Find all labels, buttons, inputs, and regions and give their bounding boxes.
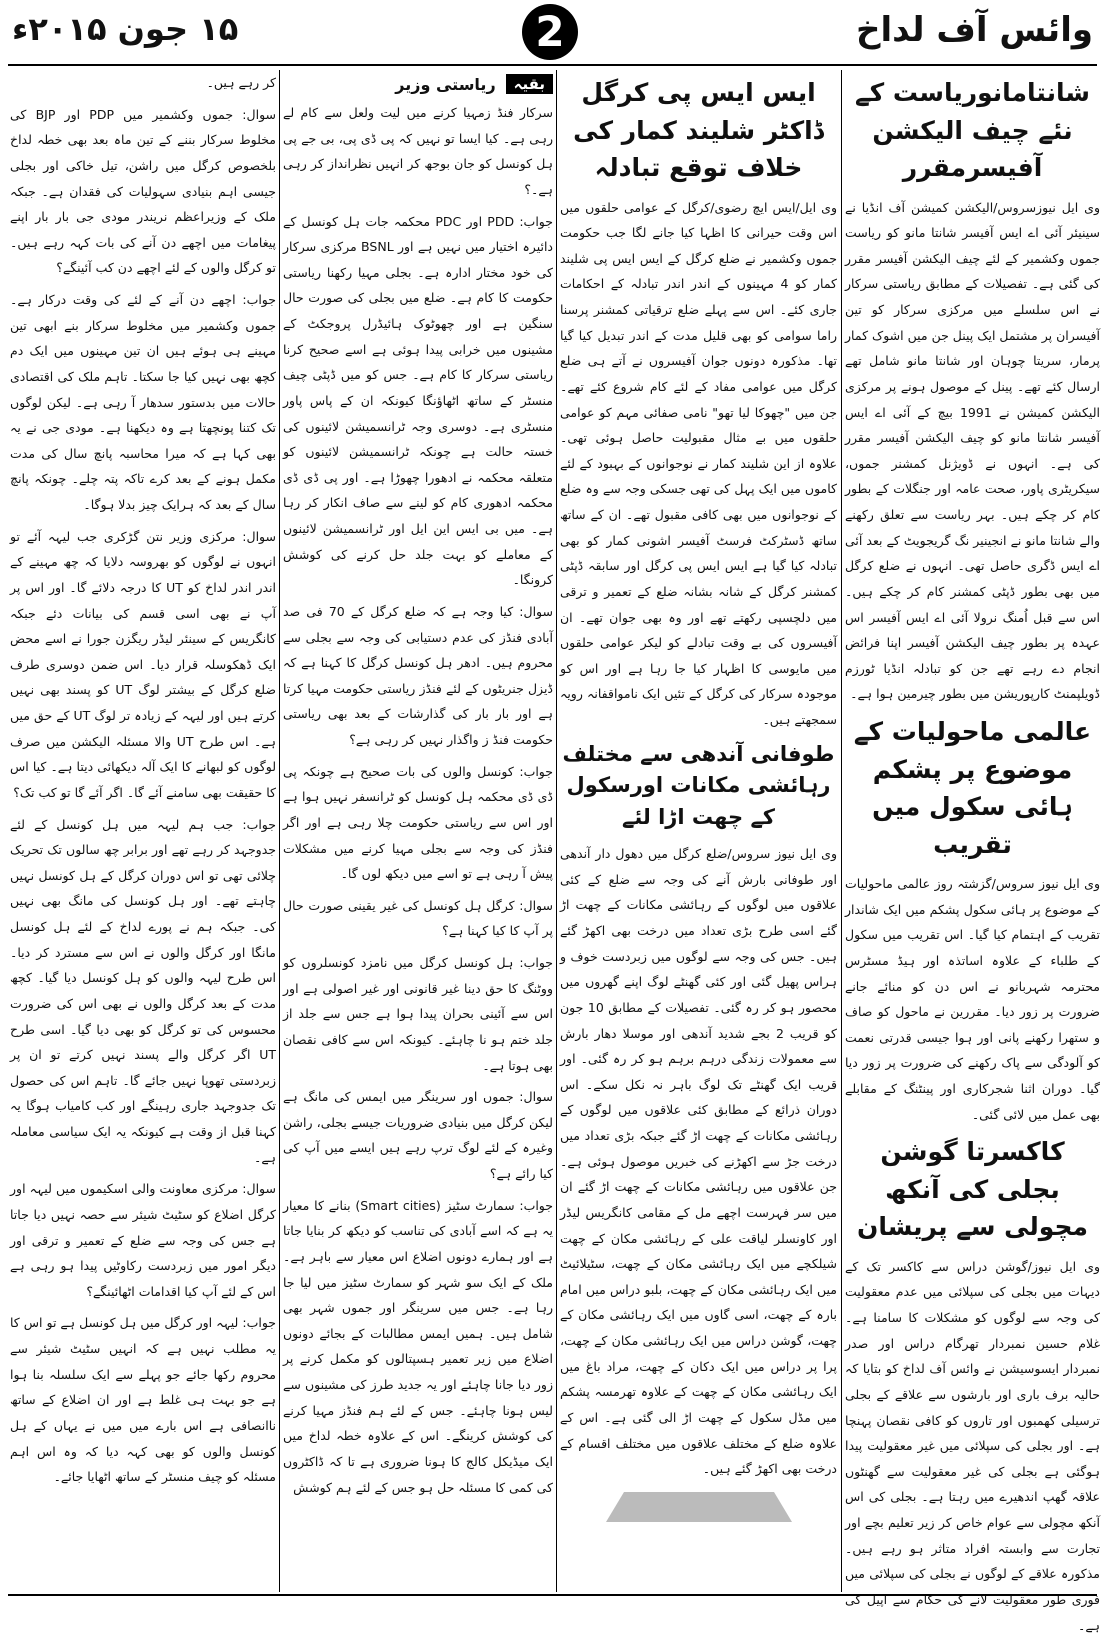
column-3 — [283, 70, 553, 1592]
interview-paragraph: سوال: جموں وکشمیر میں PDP اور BJP کی مخلوط سرکار بننے کے تین ماہ بعد بھی خطہ لداخ بلخصوص کرگل میں راشن، تیل خاکی اور بجلی جیسی اہم بنیادی سہولیات کی فقدان ہے۔ جبکہ ملک کے وزیراعظم نریندر مودی جی بار بار اپنے پیغامات میں اچھے دن آنے کی بات کہہ رہے ہیں۔ تو کرگل والوں کے لئے اچھے دن کب آئینگے؟ — [10, 106, 277, 276]
column-divider — [556, 70, 557, 1592]
column-1 — [845, 70, 1100, 1633]
interview-paragraph: کر رہے ہیں۔ — [206, 75, 276, 90]
article-environment-day: وی ایل نیوز سروس/گزشتہ روز عالمی ماحولیات کے موضوع پر ہائی سکول پشکم میں ایک شاندار تقریب کے اہتمام کیا گیا۔ اس تقریب میں سکول کے طلباء کے علاوہ اساتذہ اور ہیڈ مسٹرس محترمہ شہربانو نے اس دن کو منائے جانے ضرورت پر زور دیا۔ مقررین نے ماحول کو صاف و ستھرا رکھنے پانی اور ہوا جیسی قدرتی نعمت کو آلودگی سے پاک رکھنے کی ضرورت پر زور دیا گیا۔ دوران اثنا شجرکاری اور پینٹنگ کے مقابلے بھی عمل میں لائی گئی۔ — [845, 876, 1100, 1122]
interview-paragraph: جواب: PDD اور PDC محکمہ جات ہل کونسل کے دائیرہ اختیار میں نہیں ہے اور BSNL مرکزی سرکار کی خود مختار ادارہ ہے۔ بجلی مہیا رکھنا ریاستی حکومت کا کام ہے۔ ضلع میں بجلی کی صورت حال سنگین ہے اور چھوٹوک ہائیڈرل پروجکٹ کے مشینوں میں خرابی پیدا ہوئی ہے اسے صحیح کرنا ریاستی سرکار کا کام ہے۔ جس کو میں ڈپٹی چیف منسٹر کے ساتھ اٹھاؤنگا کیونکہ ان کے پاس پاور منسٹری ہے۔ دوسری وجہ ٹرانسمیشن لائینوں کی خستہ حالت ہے چونکہ ٹرانسمیشن لائینوں کو متعلقہ محکمہ نے ادھورا چھوڑا ہے۔ اور پی ڈی ڈی محکمہ ادھوری کام کو لینے سے صاف انکار کر رہا ہے۔ میں بی ایس این ایل اور ٹرانسمیشن لائینوں کے معاملے کو بہت جلد حل کرنے کی کوشش کرونگا۔ — [283, 213, 553, 588]
newspaper-title: وائس آف لداخ — [855, 10, 1093, 50]
bottom-rule — [8, 1594, 1097, 1596]
interview-paragraph: جواب: سمارٹ سٹیز (Smart cities) بنانے کا معیار یہ ہے کہ اسے آبادی کی تناسب کو دیکھ کر بنایا جاتا ہے اور ہمارے دونوں اضلاع اس معیار سے باہر ہے۔ ملک کے ایک سو شہر کو سمارٹ سٹیز میں لیا جا رہا ہے۔ جس میں سرینگر اور جموں شہر بھی شامل ہیں۔ ہمیں ایمس مطالبات کے بجائے دونوں اضلاع میں زیر تعمیر ہسپتالوں کو مکمل کرنے پر زور دیا جانا چاہئے اور یہ جدید طرز کی مشینوں سے لیس ہونا چاہئے۔ جس کے لئے ہم فنڈز مہیا کرنے کی کوشش کرینگے۔ اس کے علاوہ خطہ لداخ میں ایک میڈیکل کالج کا ہونا ضروری ہے تا کہ ڈاکٹروں کی کمی کا مسئلہ حل ہو جس کے لئے ہم کوشش — [283, 1197, 553, 1495]
interview-paragraph: جواب: ہل کونسل کرگل میں نامزد کونسلروں کو ووٹنگ کا حق دینا غیر قانونی اور غیر اصولی ہے اور اس سے آئینی بحران پیدا ہوا ہے جس سے جلد از جلد ختم ہو نا چاہئے۔ کیونکہ اس سے کافی نقصان بھی ہوتا ہے۔ — [283, 955, 553, 1073]
continued-title: ریاستی وزیر — [395, 74, 496, 94]
masthead — [0, 0, 1105, 64]
interview-paragraph: سرکار فنڈ زمہیا کرنے میں لیت ولعل سے کام لے رہی ہے۔ کیا ایسا تو نہیں کہ پی ڈی پی، بی جے پی ہل کونسل کو جان بوجھ کر انہیں نظرانداز کر رہی ہے۔؟ — [283, 105, 553, 197]
page-number: 2 — [522, 4, 578, 60]
masthead-rule — [8, 64, 1097, 66]
headline-power-supply: کاکسرتا گوشن بجلی کی آنکھ مچولی سے پریشان — [857, 1137, 1088, 1242]
interview-paragraph: سوال: کیا وجہ ہے کہ ضلع کرگل کے 70 فی صد آبادی فنڈز کی عدم دستیابی کی وجہ سے بجلی سے محروم ہیں۔ ادھر ہل کونسل کرگل کا کہنا ہے کہ ڈیزل جنریٹوں کے لئے فنڈز ریاستی حکومت مہیا کرتا ہے اور بار بار کی گذارشات کے بعد بھی ریاستی حکومت فنڈ ز واگذار نہیں کر رہی ہے؟ — [283, 603, 553, 747]
article-storm-damage: وی ایل نیوز سروس/ضلع کرگل میں دھول دار آندھی اور طوفانی بارش آنے کی وجہ سے ضلع کے کئی علاقوں میں لوگوں کے رہائشی مکانات کے چھت اڑ گئے اسی طرح بڑی تعداد میں درخت بھی اکھڑ گئے ہیں۔ جس کی وجہ سے لوگوں میں زبردست خوف و ہراس پھیل گئی اور کئی گھنٹے لوگ اپنے گھروں میں محصور ہو کر رہ گئی۔ تفصیلات کے مطابق 10 جون کو قریب 2 بجے شدید آندھی اور موسلا دھار بارش سے معمولات زندگی درہم برہم ہو کر رہ گئی۔ اور قریب ایک گھنٹے تک لوگ باہر نہ نکل سکے۔ اس دوران ذرائع کے مطابق کئی علاقوں میں لوگوں کے رہائشی مکانات کے چھت اڑ گئے جبکہ بڑی تعداد میں درخت جڑ سے اکھڑنے کی خبریں موصول ہوئی ہے۔ جن علاقوں میں رہائشی مکانات کے چھت اڑ گئے ان میں سر فہرست اچھے مل کے مقامی کانگریس لیڈر اور کاونسلر لیاقت علی کے رہائشی مکان کے چھت شیلکچے میں ایک رہائشی مکان کے چھت، سٹیلائیٹ میں ایک رہائشی مکان کے چھت، بلبو دراس میں امام بارہ کے چھت، اسی گاوں میں ایک رہائشی مکان کے چھت، گوشن دراس میں ایک رہائشی مکان کے چھت، پرا پر دراس میں ایک دکان کے چھت، مراد باغ میں ایک رہائشی مکان کے چھت کے علاوہ تھرمسہ پشکم میں مڈل سکول کے چھت اڑ الی گئی ہے۔ اس کے علاوہ ضلع کے مختلف علاقوں میں مختلف اقسام کے درخت بھی اکھڑ گئے ہیں۔ — [560, 846, 837, 1477]
article-election-officer: وی ایل نیوزسروس/الیکشن کمیشن آف انڈیا نے سینیئر آئی اے ایس آفیسر شانتا مانو کو ریاست جموں وکشمیر کے لئے چیف الیکشن آفیسر مقرر کی گئی ہے۔ تفصیلات کے مطابق ریاستی سرکار نے اس سلسلے میں مرکزی سرکار کو تین آفیسران پر مشتمل ایک پینل جن میں اشوک کمار پرمار، سریتا چوہان اور شانتا مانو شامل تھے ارسال کئے تھے۔ پینل کے موصول ہونے پر مرکزی الیکشن کمیشن نے 1991 بیچ کے آئی اے ایس آفیسر شانتا مانو کو چیف الیکشن آفیسر مقرر کی ہے۔ انہوں نے ڈویژنل کمشنر جموں، سیکریٹری پاور، صحت عامہ اور جنگلات کے بطور کام کر چکے ہیں۔ بہر ریاست سے تعلق رکھنے والے شانتا مانو نے انجینیر نگ گریجویٹ کے بعد آئی اے ایس ڈگری حاصل تھی۔ انہوں نے ضلع کرگل میں بھی بطور ڈپٹی کمشنر کام کر چکے ہیں۔ اس سے قبل اُمنگ نرولا آئی اے ایس آفیسر اس عہدہ پر بطور چیف الیکشن آفیسر اپنا فرائض انجام دے رہے تھے جن کو تبادلہ انڈیا ٹورزم ڈویلپمنٹ کارپوریشن میں بطور چیرمین ہوا ہے۔ — [845, 199, 1100, 702]
column-2 — [560, 70, 837, 1592]
column-divider — [841, 70, 842, 1592]
interview-paragraph: سوال: مرکزی وزیر نتن گڑکری جب لیہہ آئے تو انہوں نے لوگوں کو بھروسہ دلایا کہ چھ مہینے کے اندر اندر لداخ کو UT کا درجہ دلائے گا۔ اور اس پر آپ نے بھی اسی قسم کی بیانات دئے جبکہ کانگریس کے سینئر لیڈر ریگزن جورا نے اسے محض ایک ڈھکوسلہ قرار دیا۔ اس ضمن دوسری طرف ضلع کرگل کے بیشتر لوگ UT کو پسند بھی نہیں کرتے ہیں اور لیہہ کے زیادہ تر لوگ UT کے حق میں ہے۔ اس طرح UT والا مسئلہ الیکشن میں صرف لوگوں کو لبھانے کا ایک آلہ دیکھائی دیتا ہے۔ کیا اس کا حقیقت بھی سامنے آئے گا۔ اگر آئے گا تو کب تک؟ — [10, 528, 276, 800]
article-power-supply: وی ایل نیوز/گوشن دراس سے کاکسر تک کے دیہات میں بجلی کی سپلائی میں عدم معقولیت کی وجہ سے لوگوں کو مشکلات کا سامنا ہے۔ غلام حسین نمبردار تھرگام دراس اور صدر نمبردار ایسوسیشن نے وائس آف لداخ کو بتایا کہ حالیہ برف باری اور بارشوں سے علاقے کے بجلی ترسیلی کھمبوں اور تاروں کو کافی نقصان پہنچا ہے۔ اور بجلی کی سپلائی میں غیر معقولیت پیدا ہوگئی ہے بجلی کی غیر معقولیت سے گھنٹوں علاقہ گھپ اندھیرے میں رہتا ہے۔ بجلی کی اس آنکھ مچولی سے عوام خاص کر زیر تعلیم بچے اور تجارت سے وابستہ افراد متاثر ہو رہے ہیں۔ مذکورہ علاقے کے لوگوں نے بجلی کی سپلائی میں فوری طور معقولیت لانے کی حکام سے اپیل کی ہے۔ — [845, 1258, 1100, 1633]
headline-environment-day: عالمی ماحولیات کے موضوع پر پشکم ہائی سکول میں تقریب — [853, 717, 1092, 859]
interview-paragraph: جواب: جب ہم لیہہ میں ہل کونسل کے لئے جدوجہد کر رہے تھے اور برابر چھ سالوں تک تحریک چلائی تھی تو اس دوران کرگل کے ہل کونسل نہیں چاہتے تھے۔ اور ہل کونسل کی مانگ بھی نہیں کی۔ جبکہ ہم نے پورے لداخ کے لئے ہل کونسل مانگا اور کرگل والوں نے اس سے مسترد کر دیا۔ اس طرح لیہہ والوں کو ہل کونسل دیا گیا۔ کچھ مدت کے بعد کرگل والوں نے بھی اس کی ضرورت محسوس کی تو کرگل کو بھی دیا گیا۔ اسی طرح UT اگر کرگل والے پسند نہیں کرتے تو ان پر زبردستی تھوپا نہیں جائے گا۔ تاہم اس کی حصول تک جدوجہد جاری رہینگے اور کب کامیاب ہوگا یہ کہنا قبل از وقت ہے کیونکہ یہ ایک سیاسی معاملہ ہے۔ — [10, 816, 276, 1165]
headline-ssp-transfer: ایس ایس پی کرگل ڈاکٹر شلیند کمار کی خلاف توقع تبادلہ — [573, 78, 824, 182]
decorative-ornament — [606, 1492, 792, 1522]
interview-paragraph: جواب: لیہہ اور کرگل میں ہل کونسل ہے تو اس کا یہ مطلب نہیں ہے کہ انہیں سٹیٹ شیئر سے محروم رکھا جائے جو پہلے سے ایک سلسلہ بنا ہوا ہے جو بہت ہی غلط ہے اور ان اضلاع کے ساتھ ناانصافی ہے اس بارے میں میں نے یہاں کے ہل کونسل والوں کو بھی کہہ دیا کہ وہ اس اہم مسئلہ کو چیف منسٹر کے ساتھ اٹھایا جائے۔ — [10, 1315, 276, 1485]
interview-paragraph: جواب: کونسل والوں کی بات صحیح ہے چونکہ پی ڈی ڈی محکمہ ہل کونسل کو ٹرانسفر نہیں ہوا ہے اور اس سے ریاستی حکومت چلا رہی ہے اور اگر فنڈز کی وجہ سے بجلی مہیا کرنے میں مشکلات پیش آ رہی ہے تو اسے میں دیکھ لوں گا۔ — [283, 763, 553, 882]
continuation-header — [283, 74, 553, 94]
interview-paragraph: سوال: جموں اور سرینگر میں ایمس کی مانگ ہے لیکن کرگل میں بنیادی ضروریات جیسے بجلی، راشن وغیرہ کے لئے لوگ ترپ رہے ہیں ایسے میں آپ کی کیا رائے ہے؟ — [283, 1089, 553, 1181]
column-4 — [10, 70, 276, 1592]
interview-paragraph: سوال: کرگل ہل کونسل کی غیر یقینی صورت حال پر آپ کا کیا کہنا ہے؟ — [283, 897, 553, 939]
column-divider — [279, 70, 280, 1592]
headline-storm-damage: طوفانی آندھی سے مختلف رہائشی مکانات اورسکول کے چھت اڑا لئے — [562, 741, 835, 829]
continued-label: بقیہ — [506, 74, 553, 94]
headline-election-officer: شانتامانوریاست کے نئے چیف الیکشن آفیسرمقرر — [855, 78, 1090, 182]
interview-paragraph: جواب: اچھے دن آنے کے لئے کی وقت درکار ہے۔ جموں وکشمیر میں مخلوط سرکار بنے ابھی تین مہینے ہی ہوئے ہیں ان تین مہینوں میں ایک دم کچھ بھی نہیں کیا جا سکتا۔ تاہم ملک کی اقتصادی حالات میں بدستور سدھار آ رہی ہے۔ لیکن لوگوں تک کتنا پونچھتا ہے وہ دیکھنا ہے۔ مودی جی نے یہ بھی کہا ہے کہ میرا محاسبہ پانچ سال کی مدت مکمل ہونے کے بعد کرے تاکہ پتہ چلے۔ چونکہ پانچ سال کے بعد کہ ہرایک چیز بدلا ہوگا۔ — [10, 292, 276, 512]
interview-paragraph: سوال: مرکزی معاونت والی اسکیموں میں لیہہ اور کرگل اضلاع کو سٹیٹ شیئر سے حصہ نہیں دیا جاتا ہے جس کی وجہ سے ضلع کے تعمیر و ترقی اور دیگر امور میں زبردست رکاوٹیں پیدا ہو رہی ہے اس کے لئے آپ کیا اقدامات اٹھائینگے؟ — [10, 1181, 276, 1299]
article-ssp-transfer: وی ایل/ایس ایچ رضوی/کرگل کے عوامی حلقوں میں اس وقت حیرانی کا اظہا کیا جانے لگا جب حکومت جموں وکشمیر نے ضلع کرگل کے ایس ایس پی شلیند کمار کو 4 مہینوں کے اندر اندر تبادلہ کے احکامات جاری کئے۔ اس سے پہلے ضلع ترقیاتی کمشنر پرسنا راما سوامی کو بھی قلیل مدت کے اندر تبدیل کیا گیا تھا۔ مذکورہ دونوں جوان آفیسروں نے آتے ہی ضلع کرگل میں عوامی مفاد کے لئے کام شروع کئے تھے۔ جن میں "چھوکا لیا تھو" نامی صفائی مہم کو عوامی حلقوں میں بے مثال مقبولیت حاصل ہوئی تھی۔ علاوہ از این شلیند کمار نے نوجوانوں کے بہبود کے لئے کاموں میں ایک پہل کی تھی جسکی وجہ سے وہ ضلع کے نوجوانوں میں بھی کافی مقبول تھے۔ ان کے ساتھ ساتھ ڈسٹرکٹ فرسٹ آفیسر اشونی کمار کو بھی تبادلہ کیا گیا ہے ایس ایس پی کرگل اور سابقہ ڈپٹی کمشنر کرگل کے شانہ بشانہ ضلع کے تعمیر و ترقی میں دلچسپی رکھتے تھے اور وہ بھی جوان تھے۔ ان آفیسروں کی بے وقت تبادلے کو لیکر عوامی حلقوں میں مایوسی کا اظہار کیا جا رہا ہے اور اس کو موجودہ سرکار کی کرگل کے تئیں ایک نامواقفانہ رویہ سمجھتے ہیں۔ — [560, 199, 837, 727]
issue-date: ۱۵ جون ۲۰۱۵ء — [12, 10, 239, 48]
